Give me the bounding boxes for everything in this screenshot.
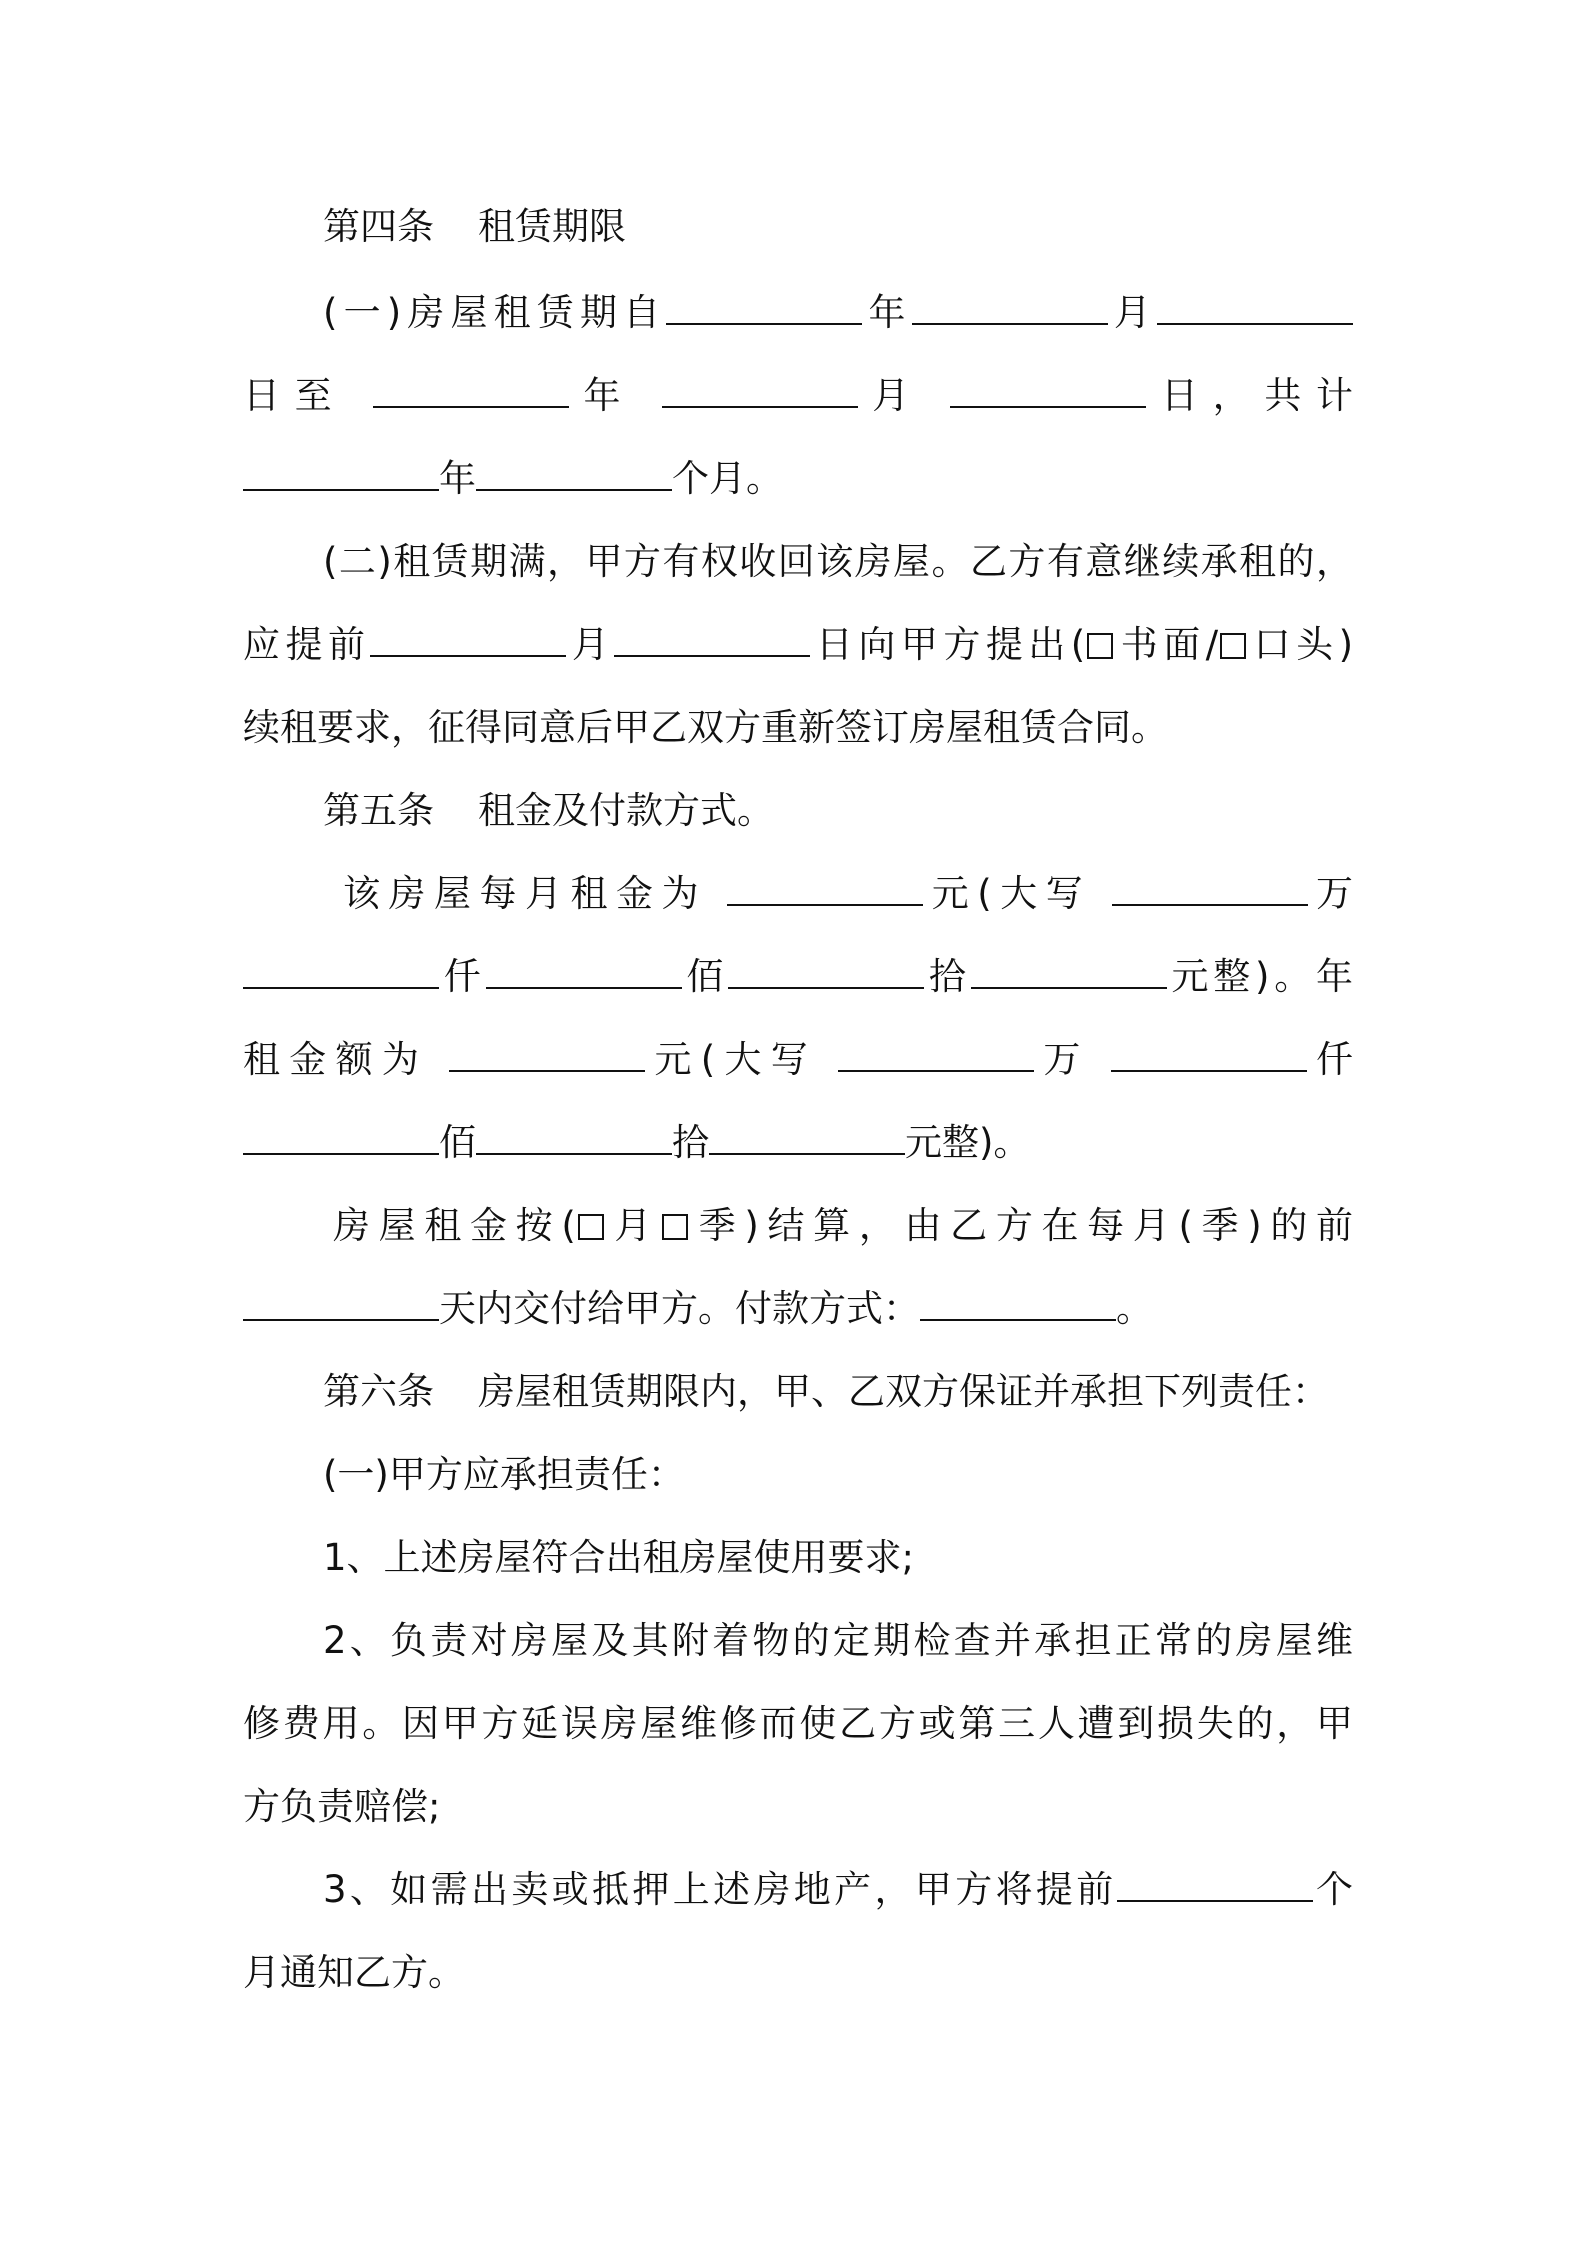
article-4-heading: [323, 197, 1433, 257]
article-title: 房屋租赁期限内，甲、乙双方保证并承担下列责任：: [478, 1370, 1329, 1413]
blank-field[interactable]: [1111, 1060, 1307, 1072]
article-5-heading: [323, 781, 1433, 841]
blank-field[interactable]: [476, 479, 672, 491]
written-checkbox[interactable]: [1087, 633, 1113, 659]
blank-field[interactable]: [950, 396, 1146, 408]
blank-field[interactable]: [243, 479, 439, 491]
renewal-line-1: (二)租赁期满，甲方有权收回该房屋。乙方有意继续承租的，: [323, 540, 1353, 583]
blank-field[interactable]: [614, 645, 810, 657]
lease-period-line-1: (一)房屋租赁期自 年 月: [323, 283, 1353, 343]
renewal-line-2: 应提前 月 日向甲方提出( 书面/ 口头): [243, 623, 1353, 666]
rent-line-3: 租金额为 元(大写 万 仟: [243, 1038, 1353, 1081]
duty-item-2-line-2: 修费用。因甲方延误房屋维修而使乙方或第三人遭到损失的，甲: [243, 1702, 1353, 1745]
blank-field[interactable]: [243, 1143, 439, 1155]
blank-field[interactable]: [971, 977, 1167, 989]
blank-field[interactable]: [728, 977, 924, 989]
monthly-checkbox[interactable]: [578, 1214, 604, 1240]
duty-item-1: 1、上述房屋符合出租房屋使用要求;: [323, 1536, 915, 1579]
article-title: 租赁期限: [478, 205, 626, 248]
blank-field[interactable]: [912, 313, 1108, 325]
blank-field[interactable]: [709, 1143, 905, 1155]
blank-field[interactable]: [1117, 1890, 1313, 1902]
article-title: 租金及付款方式。: [478, 789, 774, 832]
blank-field[interactable]: [486, 977, 682, 989]
blank-field[interactable]: [1157, 313, 1353, 325]
party-a-duties-heading: (一)甲方应承担责任：: [323, 1453, 685, 1496]
rent-line-4: 佰 拾 元整)。: [243, 1113, 1353, 1173]
rent-line-1: 该房屋每月租金为 元(大写 万: [343, 872, 1353, 915]
duty-item-3-line-1: 3、如需出卖或抵押上述房地产，甲方将提前 个: [323, 1868, 1353, 1911]
blank-field[interactable]: [727, 894, 923, 906]
blank-field[interactable]: [1112, 894, 1308, 906]
blank-field[interactable]: [243, 977, 439, 989]
article-number: 第六条: [323, 1370, 434, 1413]
payment-method-field[interactable]: [920, 1309, 1116, 1321]
blank-field[interactable]: [838, 1060, 1034, 1072]
lease-period-line-2: 日至 年 月 日，共计: [243, 374, 1353, 417]
blank-field[interactable]: [370, 645, 566, 657]
duty-item-2-line-1: 2、负责对房屋及其附着物的定期检查并承担正常的房屋维: [323, 1619, 1353, 1662]
quarterly-checkbox[interactable]: [662, 1214, 688, 1240]
blank-field[interactable]: [476, 1143, 672, 1155]
article-number: 第四条: [323, 205, 434, 248]
lease-period-line-3: 年 个月。: [243, 449, 1353, 509]
blank-field[interactable]: [662, 396, 858, 408]
settlement-line-2: 天内交付给甲方。付款方式： 。: [243, 1279, 1353, 1339]
duty-item-3-line-2: 月通知乙方。: [243, 1951, 465, 1994]
article-6-heading: [323, 1362, 1433, 1422]
blank-field[interactable]: [243, 1309, 439, 1321]
blank-field[interactable]: [373, 396, 569, 408]
blank-field[interactable]: [666, 313, 862, 325]
blank-field[interactable]: [449, 1060, 645, 1072]
duty-item-2-line-3: 方负责赔偿;: [243, 1785, 441, 1828]
oral-checkbox[interactable]: [1220, 633, 1246, 659]
renewal-line-3: 续租要求，征得同意后甲乙双方重新签订房屋租赁合同。: [243, 706, 1168, 749]
rent-line-2: 仟 佰 拾 元整)。年: [243, 947, 1353, 1007]
article-number: 第五条: [323, 789, 434, 832]
settlement-line-1: 房屋租金按( 月 季)结算，由乙方在每月(季)的前: [333, 1204, 1353, 1247]
